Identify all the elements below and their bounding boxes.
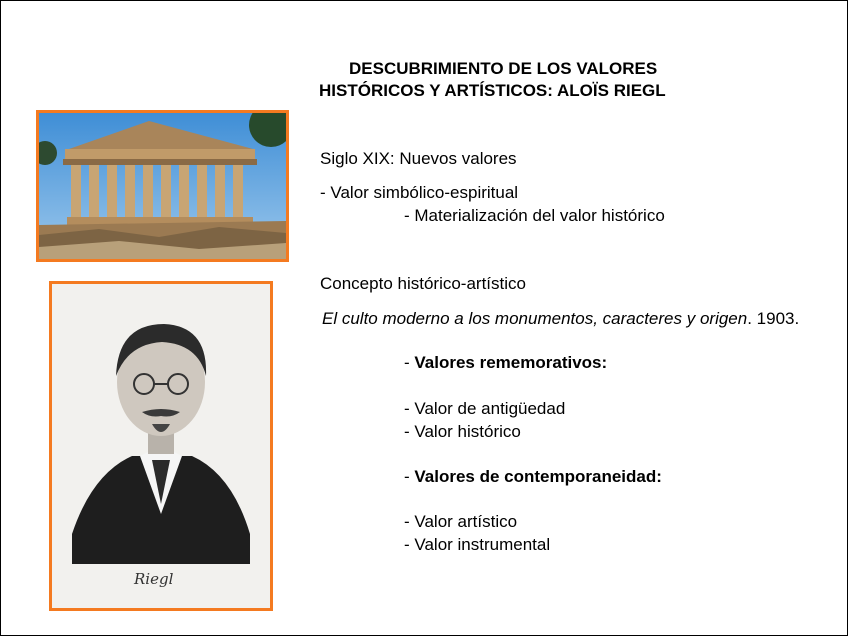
greek-temple-image [39, 113, 286, 259]
section1-item: - Valor simbólico-espiritual [320, 183, 519, 202]
group1-heading [404, 351, 607, 374]
group1-item-2: - Valor histórico [404, 422, 521, 441]
group1-label: Valores rememorativos: [414, 353, 608, 372]
group1-item-1: - Valor de antigüedad [404, 399, 566, 418]
group2-heading [404, 465, 662, 488]
slide-title [319, 58, 739, 102]
group2-label: Valores de contemporaneidad: [414, 467, 662, 486]
group2-item-2: - Valor instrumental [404, 535, 551, 554]
riegl-portrait [49, 281, 273, 611]
book-reference [322, 307, 822, 330]
group2-item-1: - Valor artístico [404, 512, 518, 531]
title-line-1: DESCUBRIMIENTO DE LOS VALORES [349, 59, 658, 78]
book-year: . 1903. [747, 309, 800, 328]
portrait-image [52, 284, 270, 608]
group2-prefix: - [404, 467, 415, 486]
temple-photo [36, 110, 289, 262]
book-title: El culto moderno a los monumentos, caracteres y origen [322, 309, 748, 328]
section2-heading: Concepto histórico-artístico [320, 274, 526, 293]
group1-prefix: - [404, 353, 415, 372]
signature: Riegl [134, 570, 174, 588]
title-line-2: HISTÓRICOS Y ARTÍSTICOS: ALOÏS RIEGL [319, 81, 666, 100]
section1-heading: Siglo XIX: Nuevos valores [320, 149, 517, 168]
section1-subitem: - Materialización del valor histórico [404, 206, 665, 225]
